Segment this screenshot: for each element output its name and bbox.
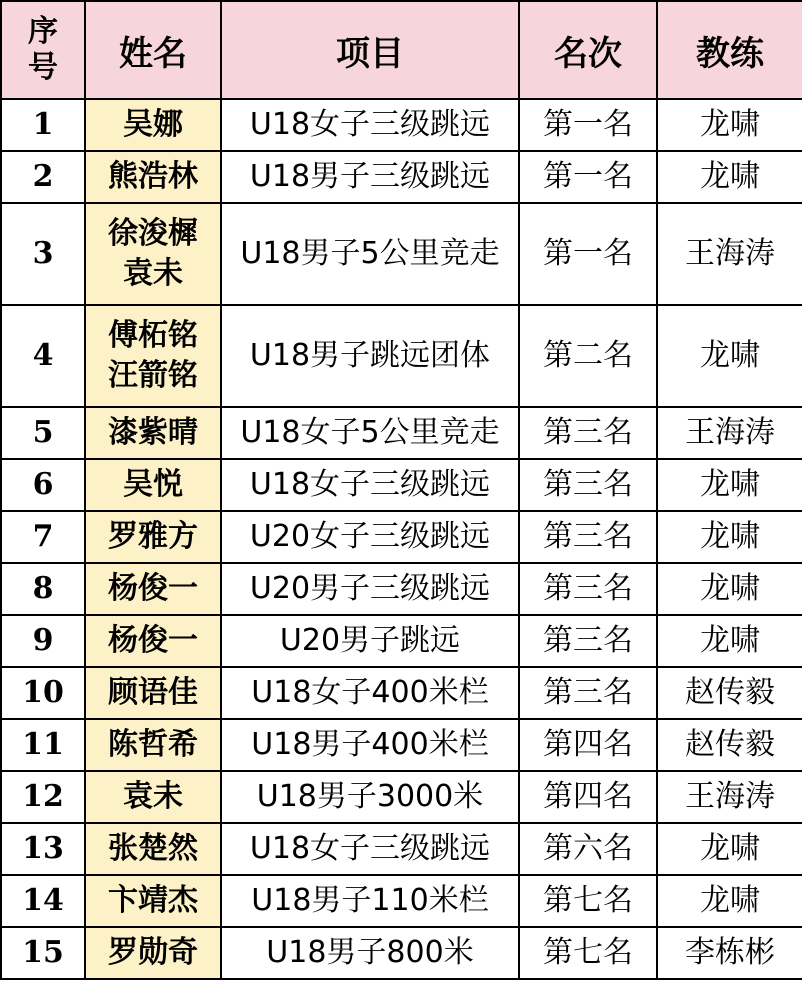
athlete-name-line: 顾语佳 [108, 675, 198, 710]
athlete-name [85, 823, 221, 875]
coach-name: 龙啸 [657, 823, 802, 875]
coach-name: 赵传毅 [657, 667, 802, 719]
row-number: 5 [1, 407, 85, 459]
row-number: 9 [1, 615, 85, 667]
table-row [1, 407, 802, 459]
row-number: 6 [1, 459, 85, 511]
table-row [1, 99, 802, 151]
rank: 第三名 [519, 511, 657, 563]
header-row [1, 1, 802, 99]
event-name: U18男子110米栏 [221, 875, 519, 927]
athlete-name-line: 漆紫晴 [108, 415, 198, 450]
coach-name: 王海涛 [657, 407, 802, 459]
row-number: 8 [1, 563, 85, 615]
athlete-name [85, 927, 221, 979]
row-number: 14 [1, 875, 85, 927]
coach-name: 龙啸 [657, 459, 802, 511]
athlete-name-line: 张楚然 [108, 831, 198, 866]
athlete-name [85, 305, 221, 407]
row-number: 13 [1, 823, 85, 875]
athlete-name [85, 99, 221, 151]
athlete-name [85, 151, 221, 203]
row-number: 15 [1, 927, 85, 979]
header-seq-line2: 号 [28, 50, 58, 85]
row-number: 7 [1, 511, 85, 563]
row-number: 2 [1, 151, 85, 203]
table-row [1, 151, 802, 203]
rank: 第七名 [519, 927, 657, 979]
athlete-name [85, 719, 221, 771]
coach-name: 龙啸 [657, 305, 802, 407]
table-row [1, 563, 802, 615]
coach-name: 龙啸 [657, 511, 802, 563]
event-name: U18女子5公里竞走 [221, 407, 519, 459]
rank: 第四名 [519, 719, 657, 771]
athlete-name-line: 傅柘铭 [108, 318, 198, 353]
athlete-name-line: 杨俊一 [108, 623, 198, 658]
row-number: 10 [1, 667, 85, 719]
athlete-name [85, 615, 221, 667]
event-name: U20男子跳远 [221, 615, 519, 667]
header-seq-line1: 序 [28, 14, 58, 49]
table-row [1, 823, 802, 875]
athlete-name-line: 陈哲希 [108, 727, 198, 762]
table-row [1, 771, 802, 823]
coach-name: 龙啸 [657, 563, 802, 615]
coach-name: 龙啸 [657, 615, 802, 667]
coach-name: 王海涛 [657, 771, 802, 823]
row-number: 4 [1, 305, 85, 407]
header-event: 项目 [221, 1, 519, 99]
athlete-name-line: 罗雅方 [108, 519, 198, 554]
athlete-name [85, 511, 221, 563]
rank: 第三名 [519, 407, 657, 459]
table-row [1, 203, 802, 305]
rank: 第六名 [519, 823, 657, 875]
header-name: 姓名 [85, 1, 221, 99]
event-name: U18女子400米栏 [221, 667, 519, 719]
event-name: U18男子三级跳远 [221, 151, 519, 203]
event-name: U18女子三级跳远 [221, 99, 519, 151]
coach-name: 赵传毅 [657, 719, 802, 771]
coach-name: 龙啸 [657, 151, 802, 203]
rank: 第四名 [519, 771, 657, 823]
athlete-name-line: 袁未 [123, 779, 183, 814]
rank: 第一名 [519, 99, 657, 151]
table-body [1, 99, 802, 979]
table-row [1, 459, 802, 511]
rank: 第二名 [519, 305, 657, 407]
table-row [1, 615, 802, 667]
header-rank: 名次 [519, 1, 657, 99]
rank: 第一名 [519, 203, 657, 305]
athlete-name-line: 熊浩林 [108, 159, 198, 194]
event-name: U18女子三级跳远 [221, 459, 519, 511]
athlete-name-line: 徐浚樨 [108, 216, 198, 251]
row-number: 1 [1, 99, 85, 151]
coach-name: 龙啸 [657, 875, 802, 927]
athlete-name [85, 563, 221, 615]
table-row [1, 875, 802, 927]
rank: 第七名 [519, 875, 657, 927]
event-name: U18男子800米 [221, 927, 519, 979]
athlete-name-line: 袁未 [123, 256, 183, 291]
table-row [1, 927, 802, 979]
table-row [1, 305, 802, 407]
rank: 第三名 [519, 615, 657, 667]
event-name: U18男子5公里竞走 [221, 203, 519, 305]
header-coach: 教练 [657, 1, 802, 99]
table-row [1, 667, 802, 719]
event-name: U18男子跳远团体 [221, 305, 519, 407]
athlete-name [85, 459, 221, 511]
event-name: U18女子三级跳远 [221, 823, 519, 875]
athlete-name [85, 771, 221, 823]
athlete-name [85, 203, 221, 305]
event-name: U18男子400米栏 [221, 719, 519, 771]
row-number: 12 [1, 771, 85, 823]
coach-name: 王海涛 [657, 203, 802, 305]
athlete-name-line: 杨俊一 [108, 571, 198, 606]
table-row [1, 511, 802, 563]
event-name: U20女子三级跳远 [221, 511, 519, 563]
event-name: U18男子3000米 [221, 771, 519, 823]
row-number: 3 [1, 203, 85, 305]
rank: 第三名 [519, 667, 657, 719]
athlete-name [85, 407, 221, 459]
event-name: U20男子三级跳远 [221, 563, 519, 615]
athlete-name-line: 汪箭铭 [108, 358, 198, 393]
rank: 第一名 [519, 151, 657, 203]
athlete-name-line: 吴悦 [123, 467, 183, 502]
athlete-name [85, 667, 221, 719]
athlete-name-line: 罗勋奇 [108, 935, 198, 970]
athlete-name-line: 吴娜 [123, 107, 183, 142]
rank: 第三名 [519, 459, 657, 511]
coach-name: 李栋彬 [657, 927, 802, 979]
coach-name: 龙啸 [657, 99, 802, 151]
rank: 第三名 [519, 563, 657, 615]
header-seq [1, 1, 85, 99]
athlete-name-line: 卞靖杰 [108, 883, 198, 918]
table-row [1, 719, 802, 771]
row-number: 11 [1, 719, 85, 771]
athlete-name [85, 875, 221, 927]
